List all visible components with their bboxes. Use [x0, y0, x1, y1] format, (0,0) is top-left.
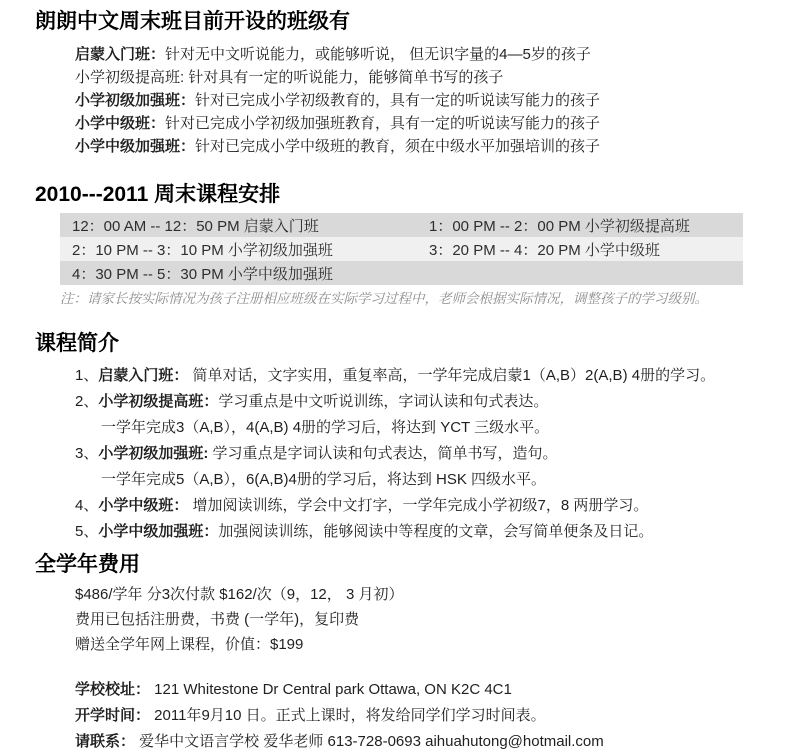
schedule-note: 注：请家长按实际情况为孩子注册相应班级在实际学习过程中，老师会根据实际情况，调整孩子的学习级别。 — [60, 291, 708, 306]
class-desc: 针对具有一定的听说能力，能够简单书写的孩子 — [188, 69, 504, 86]
course-intro-list — [0, 363, 800, 545]
item-desc: 学习重点是中文听说训练，字词认读和句式表达。 — [218, 393, 549, 410]
schedule-cell: 4：30 PM -- 5：30 PM 小学中级加强班 — [60, 261, 415, 285]
contact-line-phone-email — [0, 729, 800, 755]
item-number: 2、 — [75, 393, 99, 410]
class-line — [0, 112, 800, 135]
item-class-name: 启蒙入门班： — [98, 367, 189, 384]
intro-item — [0, 493, 800, 519]
class-desc: 针对已完成小学初级加强班教育，具有一定的听说读写能力的孩子 — [165, 115, 601, 132]
item-desc: 增加阅读训练，学会中文打字，一学年完成小学初级7，8 两册学习。 — [188, 497, 649, 514]
schedule-cell: 1：00 PM -- 2：00 PM 小学初级提高班 — [415, 213, 743, 237]
fee-line: $486/学年 分3次付款 $162/次（9，12， 3 月初） — [75, 586, 404, 603]
intro-item — [0, 363, 800, 389]
item-desc: 加强阅读训练，能够阅读中等程度的文章，会写简单便条及日记。 — [218, 523, 654, 540]
contact-value: 爱华中文语言学校 爱华老师 613-728-0693 aihuahutong@hotmail.com — [135, 733, 604, 750]
intro-item — [0, 441, 800, 493]
class-list — [0, 43, 800, 158]
schedule-row — [60, 261, 743, 285]
schedule-row — [60, 237, 743, 261]
schedule-table — [60, 213, 743, 285]
schedule-cell: 2：10 PM -- 3：10 PM 小学初级加强班 — [60, 237, 415, 261]
schedule-cell — [415, 261, 743, 285]
page-title: 朗朗中文周末班目前开设的班级有 — [35, 10, 350, 33]
class-line — [0, 43, 800, 66]
class-line — [0, 135, 800, 158]
contact-value: 121 Whitestone Dr Central park Ottawa, ON K2C 4C1 — [150, 681, 512, 698]
contact-block — [0, 677, 800, 755]
contact-label: 请联系： — [75, 733, 136, 750]
class-line — [0, 89, 800, 112]
contact-line-start-date — [0, 703, 800, 729]
item-class-name: 小学初级加强班: — [98, 445, 209, 462]
contact-label: 开学时间： — [75, 707, 151, 724]
item-number: 5、 — [75, 523, 99, 540]
class-desc: 针对已完成小学中级班的教育，须在中级水平加强培训的孩子 — [195, 138, 601, 155]
class-name: 小学中级班： — [75, 115, 166, 132]
class-line — [0, 66, 800, 89]
item-number: 4、 — [75, 497, 99, 514]
fees-block — [0, 582, 800, 657]
intro-item — [0, 389, 800, 441]
item-number: 1、 — [75, 367, 99, 384]
item-desc: 简单对话，文字实用，重复率高，一学年完成启蒙1（A,B）2(A,B) 4册的学习。 — [188, 367, 716, 384]
schedule-cell: 3：20 PM -- 4：20 PM 小学中级班 — [415, 237, 743, 261]
schedule-row — [60, 213, 743, 237]
schedule-heading: 2010---2011 周末课程安排 — [35, 183, 281, 206]
intro-item — [0, 519, 800, 545]
class-name: 小学中级加强班： — [75, 138, 196, 155]
contact-label: 学校校址： — [75, 681, 151, 698]
fee-line: 赠送全学年网上课程，价值：$199 — [75, 636, 304, 653]
item-continuation: 一学年完成5（A,B），6(A,B)4册的学习后，将达到 HSK 四级水平。 — [101, 471, 547, 488]
class-name: 小学初级提高班: — [75, 69, 189, 86]
item-class-name: 小学中级加强班： — [98, 523, 219, 540]
class-name: 小学初级加强班： — [75, 92, 196, 109]
item-class-name: 小学初级提高班： — [98, 393, 219, 410]
contact-line-address — [0, 677, 800, 703]
contact-value: 2011年9月10 日。正式上课时，将发给同学们学习时间表。 — [150, 707, 546, 724]
item-continuation: 一学年完成3（A,B），4(A,B) 4册的学习后，将达到 YCT 三级水平。 — [101, 419, 550, 436]
item-desc: 学习重点是字词认读和句式表达，简单书写，造句。 — [208, 445, 558, 462]
fee-line: 费用已包括注册费，书费 (一学年)，复印费 — [75, 611, 360, 628]
item-class-name: 小学中级班： — [98, 497, 189, 514]
item-number: 3、 — [75, 445, 99, 462]
class-name: 启蒙入门班： — [75, 46, 166, 63]
class-desc: 针对已完成小学初级教育的，具有一定的听说读写能力的孩子 — [195, 92, 601, 109]
course-intro-heading: 课程简介 — [35, 332, 119, 355]
schedule-cell: 12：00 AM -- 12：50 PM 启蒙入门班 — [60, 213, 415, 237]
fees-heading: 全学年费用 — [35, 553, 140, 576]
class-desc: 针对无中文听说能力，或能够听说， 但无识字量的4—5岁的孩子 — [165, 46, 591, 63]
